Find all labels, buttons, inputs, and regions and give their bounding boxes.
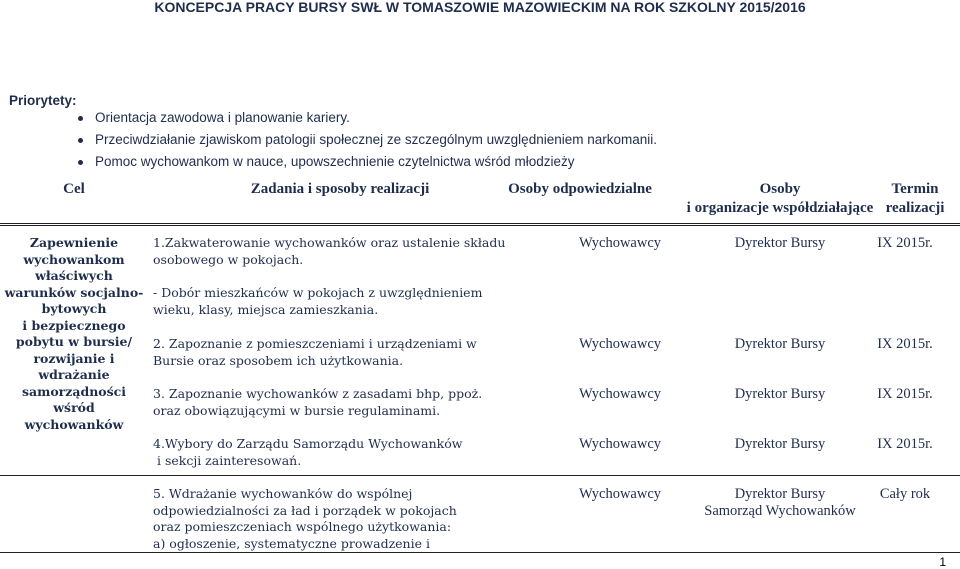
termin-5: Cały rok (879, 486, 931, 502)
row-divider (0, 475, 960, 476)
wsp-2: Dyrektor Bursy (734, 336, 826, 352)
header-zadania: Zadania i sposoby realizacji (250, 181, 430, 197)
page-bottom-line (0, 552, 960, 553)
termin-3: IX 2015r. (877, 386, 933, 402)
priority-item: Przeciwdziałanie zjawiskom patologii społecznej ze szczególnym uwzględnieniem narkomanii. (78, 132, 657, 154)
odp-3: Wychowawcy (578, 386, 662, 402)
header-osoby-odpowiedzialne: Osoby odpowiedzialne (508, 181, 652, 197)
task-5: 5. Wdrażanie wychowanków do wspólnej odpowiedzialności za ład i porządek w pokojach oraz pomieszczeniach wspólnego użytkowania: a) ogłoszenie, systematyczne prowadzenie i (153, 486, 457, 551)
header-osoby-wspoldzialajace: Osoby (759, 181, 801, 197)
task-1: 1.Zakwaterowanie wychowanków oraz ustalenie składu osobowego w pokojach. (153, 235, 506, 267)
priority-item: Pomoc wychowankom w nauce, upowszechnienie czytelnictwa wśród młodzieży (78, 154, 657, 176)
priorities-list (78, 110, 657, 176)
wsp-5: Dyrektor Bursy (734, 486, 826, 502)
odp-4: Wychowawcy (578, 436, 662, 452)
odp-1: Wychowawcy (578, 235, 662, 251)
task-4: 4.Wybory do Zarządu Samorządu Wychowanków i sekcji zainteresowań. (153, 436, 463, 468)
table-header-divider (0, 223, 960, 224)
header-termin-line2: realizacji (885, 200, 945, 216)
header-termin: Termin (891, 181, 939, 197)
termin-4: IX 2015r. (877, 436, 933, 452)
task-2: 2. Zapoznanie z pomieszczeniami i urządzeniami w Bursie oraz sposobem ich użytkowania. (153, 336, 477, 368)
wsp-1: Dyrektor Bursy (734, 235, 826, 251)
termin-2: IX 2015r. (877, 336, 933, 352)
header-osoby-wspoldzialajace-line2: i organizacje współdziałające (686, 200, 874, 216)
priorities-label: Priorytety: (9, 93, 77, 108)
header-cel: Cel (63, 181, 85, 197)
wsp-4: Dyrektor Bursy (734, 436, 826, 452)
table-header-divider-2 (0, 225, 960, 226)
cel-cell: Zapewnienie wychowankom właściwych warunków socjalno- bytowych i bezpiecznego pobytu w bursie/ rozwijanie i wdrażanie samorządności wśród wychowanków (4, 235, 144, 432)
document-title: KONCEPCJA PRACY BURSY SWŁ W TOMASZOWIE MAZOWIECKIM NA ROK SZKOLNY 2015/2016 (154, 0, 806, 15)
odp-5: Wychowawcy (578, 486, 662, 502)
task-3: 3. Zapoznanie wychowanków z zasadami bhp, ppoż. oraz obowiązującymi w bursie regulaminami. (153, 386, 483, 418)
page-number: 1 (939, 555, 946, 569)
odp-2: Wychowawcy (578, 336, 662, 352)
wsp-5-line2: Samorząd Wychowanków (704, 503, 856, 519)
wsp-3: Dyrektor Bursy (734, 386, 826, 402)
task-1b: - Dobór mieszkańców w pokojach z uwzględnieniem wieku, klasy, miejsca zamieszkania. (153, 285, 483, 317)
termin-1: IX 2015r. (877, 235, 933, 251)
priority-item: Orientacja zawodowa i planowanie kariery. (78, 110, 657, 132)
